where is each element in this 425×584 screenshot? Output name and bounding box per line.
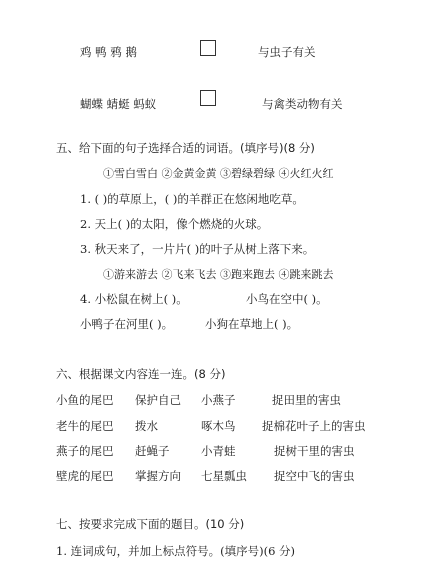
animal-item: 七星瓢虫: [201, 469, 247, 483]
animal-item: 小燕子: [201, 393, 236, 407]
section5-question-4b: 小鸟在空中( )。: [246, 292, 328, 306]
tail-item: 老牛的尾巴: [56, 419, 114, 433]
animal-item: 啄木鸟: [201, 419, 236, 433]
answer-box-1[interactable]: [200, 40, 216, 56]
animal-item: 小青蛙: [201, 444, 236, 458]
pest-item: 捉田里的害虫: [272, 393, 341, 407]
section7-heading: 七、按要求完成下面的题目。(10 分): [56, 517, 245, 531]
use-item: 保护自己: [135, 393, 181, 407]
section5-question-4a: 4. 小松鼠在树上( )。: [80, 292, 188, 306]
section5-options-1: ①雪白雪白 ②金黄金黄 ③碧绿碧绿 ④火红火红: [103, 167, 334, 180]
use-item: 拨水: [135, 419, 158, 433]
section5-question-2: 2. 天上( )的太阳，像个燃烧的火球。: [80, 217, 269, 231]
category-label-1: 与虫子有关: [258, 45, 316, 59]
use-item: 掌握方向: [135, 469, 181, 483]
animal-group-1: 鸡 鸭 鸦 鹅: [80, 45, 137, 59]
use-item: 赶蝇子: [135, 444, 170, 458]
tail-item: 壁虎的尾巴: [56, 469, 114, 483]
category-label-2: 与禽类动物有关: [262, 97, 343, 111]
section5-heading: 五、给下面的句子选择合适的词语。(填序号)(8 分): [56, 141, 315, 155]
section5-question-3: 3. 秋天来了，一片片( )的叶子从树上落下来。: [80, 242, 315, 256]
tail-item: 小鱼的尾巴: [56, 393, 114, 407]
section5-question-1: 1. ( )的草原上，( )的羊群正在悠闲地吃草。: [80, 192, 304, 206]
animal-group-2: 蝴蝶 蜻蜓 蚂蚁: [80, 97, 157, 111]
pest-item: 捉空中飞的害虫: [274, 469, 355, 483]
section5-question-5b: 小狗在草地上( )。: [205, 317, 299, 331]
section7-subquestion-1: 1. 连词成句，并加上标点符号。(填序号)(6 分): [56, 544, 296, 558]
pest-item: 捉棉花叶子上的害虫: [262, 419, 366, 433]
section5-options-2: ①游来游去 ②飞来飞去 ③跑来跑去 ④跳来跳去: [103, 268, 334, 281]
answer-box-2[interactable]: [200, 90, 216, 106]
pest-item: 捉树干里的害虫: [274, 444, 355, 458]
section6-heading: 六、根据课文内容连一连。(8 分): [56, 367, 226, 381]
section5-question-5a: 小鸭子在河里( )。: [80, 317, 174, 331]
tail-item: 燕子的尾巴: [56, 444, 114, 458]
